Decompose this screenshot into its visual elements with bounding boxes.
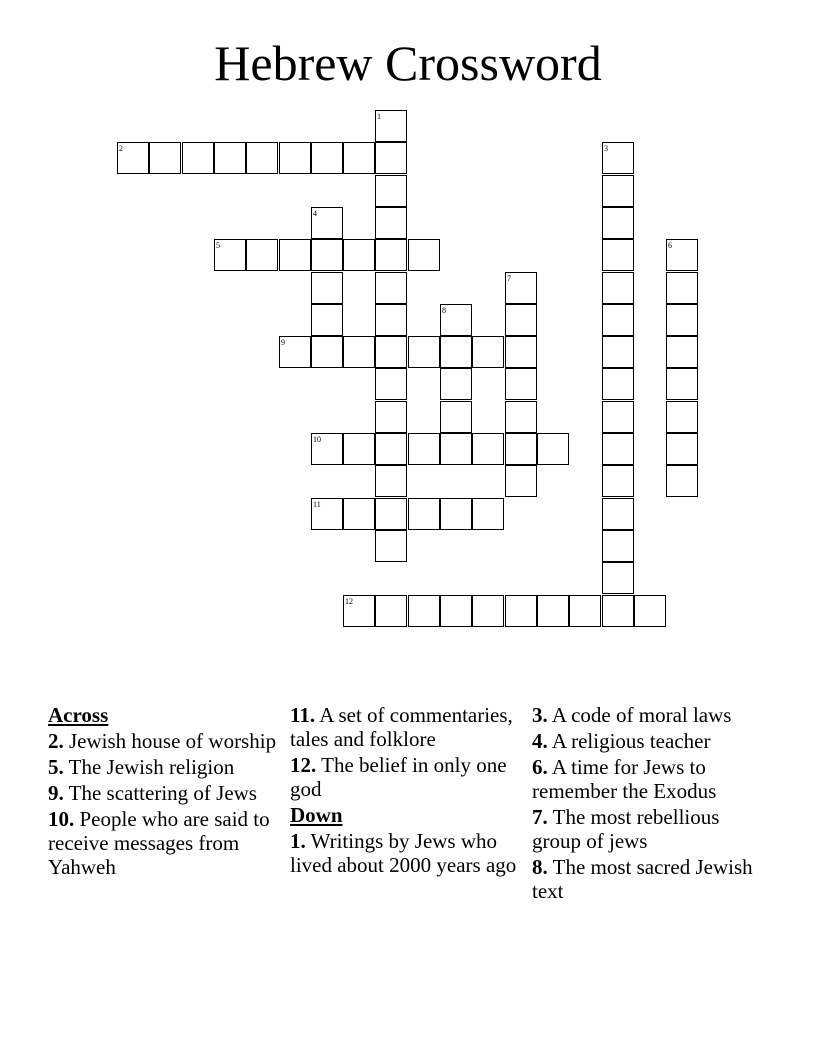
grid-cell[interactable] [311,336,343,368]
grid-cell[interactable] [537,595,569,627]
grid-cell[interactable] [666,336,698,368]
grid-cell[interactable] [602,304,634,336]
cell-number: 5 [216,241,220,250]
grid-cell[interactable] [602,368,634,400]
grid-cell[interactable] [440,498,472,530]
grid-cell[interactable] [602,498,634,530]
grid-cell[interactable] [375,433,407,465]
grid-cell[interactable] [375,142,407,174]
grid-cell[interactable] [440,368,472,400]
grid-cell[interactable] [440,401,472,433]
grid-cell[interactable] [311,239,343,271]
grid-cell[interactable] [602,175,634,207]
clue-down-1: 1. Writings by Jews who lived about 2000 years ago [290,829,517,877]
grid-cell[interactable] [408,433,440,465]
grid-cell[interactable] [408,239,440,271]
grid-cell[interactable] [602,465,634,497]
grid-cell[interactable] [246,142,278,174]
grid-cell[interactable] [311,304,343,336]
grid-cell[interactable] [602,401,634,433]
grid-cell[interactable] [214,142,246,174]
cell-number: 11 [313,500,321,509]
cell-number: 2 [119,144,123,153]
grid-cell[interactable] [375,530,407,562]
clue-across-2: 2. Jewish house of worship [48,729,277,753]
grid-cell[interactable] [375,498,407,530]
across-heading: Across [48,703,109,727]
grid-cell[interactable] [343,498,375,530]
grid-cell[interactable] [666,465,698,497]
clue-down-6: 6. A time for Jews to remember the Exodus [532,755,717,803]
grid-cell[interactable] [343,239,375,271]
grid-cell[interactable] [343,336,375,368]
clue-across-11: 11. A set of commentaries, tales and folklore [290,703,513,751]
clues-column-2 [290,703,530,879]
grid-cell[interactable] [505,465,537,497]
grid-cell[interactable] [408,498,440,530]
grid-cell[interactable] [472,336,504,368]
grid-cell[interactable] [505,433,537,465]
cell-number: 3 [604,144,608,153]
grid-cell[interactable] [602,207,634,239]
grid-cell[interactable] [505,336,537,368]
grid-cell[interactable] [375,175,407,207]
grid-cell[interactable] [182,142,214,174]
grid-cell[interactable] [602,562,634,594]
down-heading: Down [290,803,343,827]
grid-cell[interactable] [472,433,504,465]
grid-cell[interactable] [375,368,407,400]
grid-cell[interactable] [343,433,375,465]
grid-cell[interactable] [311,142,343,174]
grid-cell[interactable] [440,336,472,368]
grid-cell[interactable] [311,272,343,304]
grid-cell[interactable] [408,336,440,368]
cell-number: 9 [281,338,285,347]
cell-number: 10 [313,435,321,444]
clue-down-3: 3. A code of moral laws [532,703,732,727]
grid-cell[interactable] [408,595,440,627]
grid-cell[interactable] [602,433,634,465]
grid-cell[interactable] [666,401,698,433]
cell-number: 1 [377,112,381,121]
clue-down-7: 7. The most rebellious group of jews [532,805,720,853]
grid-cell[interactable] [375,336,407,368]
grid-cell[interactable] [375,401,407,433]
clue-across-10: 10. People who are said to receive messages from Yahweh [48,807,270,879]
grid-cell[interactable] [375,207,407,239]
clues-column-3 [532,703,772,905]
grid-cell[interactable] [149,142,181,174]
grid-cell[interactable] [505,304,537,336]
grid-cell[interactable] [602,272,634,304]
grid-cell[interactable] [505,595,537,627]
cell-number: 4 [313,209,317,218]
grid-cell[interactable] [569,595,601,627]
grid-cell[interactable] [375,595,407,627]
puzzle-title: Hebrew Crossword [214,35,602,91]
clues-column-1 [48,703,288,881]
clue-down-8: 8. The most sacred Jewish text [532,855,753,903]
grid-cell[interactable] [666,433,698,465]
grid-cell[interactable] [666,368,698,400]
grid-cell[interactable] [602,336,634,368]
grid-cell[interactable] [472,498,504,530]
grid-cell[interactable] [246,239,278,271]
clue-down-4: 4. A religious teacher [532,729,711,753]
grid-cell[interactable] [602,595,634,627]
grid-cell[interactable] [634,595,666,627]
grid-cell[interactable] [279,239,311,271]
grid-cell[interactable] [440,595,472,627]
grid-cell[interactable] [602,530,634,562]
grid-cell[interactable] [505,368,537,400]
cell-number: 6 [668,241,672,250]
grid-cell[interactable] [440,433,472,465]
grid-cell[interactable] [375,465,407,497]
clue-across-5: 5. The Jewish religion [48,755,235,779]
cell-number: 8 [442,306,446,315]
grid-cell[interactable] [602,239,634,271]
cell-number: 12 [345,597,353,606]
grid-cell[interactable] [505,401,537,433]
clue-across-9: 9. The scattering of Jews [48,781,257,805]
grid-cell[interactable] [375,239,407,271]
clue-across-12: 12. The belief in only one god [290,753,507,801]
grid-cell[interactable] [537,433,569,465]
cell-number: 7 [507,274,511,283]
grid-cell[interactable] [343,142,375,174]
grid-cell[interactable] [472,595,504,627]
grid-cell[interactable] [666,272,698,304]
grid-cell[interactable] [375,304,407,336]
grid-cell[interactable] [375,272,407,304]
grid-cell[interactable] [279,142,311,174]
grid-cell[interactable] [666,304,698,336]
